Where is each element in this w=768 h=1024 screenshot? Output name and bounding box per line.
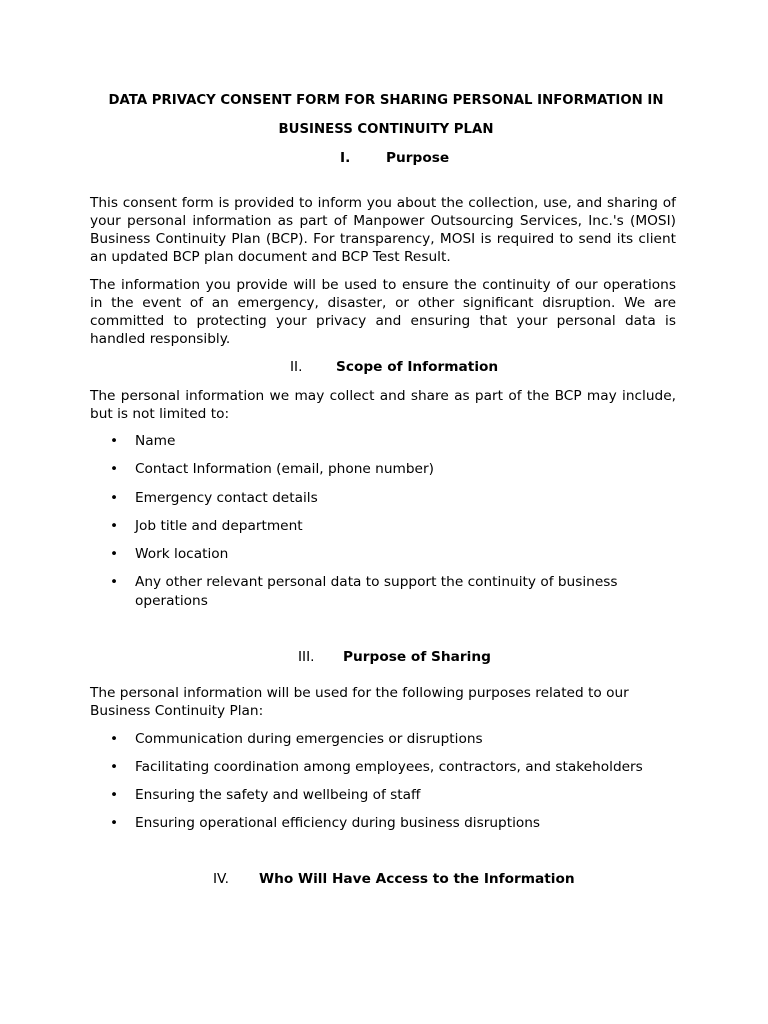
document-title-line-1: DATA PRIVACY CONSENT FORM FOR SHARING PERSONAL INFORMATION IN [108,93,664,108]
section-title: Purpose of Sharing [343,649,491,665]
list-item-text: Contact Information (email, phone number) [135,461,434,477]
list-item-text: Ensuring operational efficiency during business disruptions [135,815,541,831]
list-item-text: Facilitating coordination among employees, contractors, and stakeholders [135,759,643,775]
bullet-icon: • [110,787,119,803]
purpose-paragraph-1: This consent form is provided to inform you about the collection, use, and sharing of your personal information as part of Manpower Outsourcing Services, Inc.'s (MOSI) Business Continuity Plan (BCP). For transparency, MOSI is required to send its client an updated BCP plan document and BCP Test Result. [90,195,676,265]
bullet-icon: • [110,461,119,477]
section-title: Scope of Information [336,359,499,375]
bullet-icon: • [110,815,119,831]
document-title-line-2: BUSINESS CONTINUITY PLAN [278,122,494,137]
section-heading-purpose [0,149,768,167]
section-heading-scope [0,358,768,376]
scope-paragraph: The personal information we may collect and share as part of the BCP may include, but is not limited to: [90,388,676,422]
list-item-text: Communication during emergencies or disruptions [135,731,483,747]
bullet-icon: • [110,433,119,449]
list-item-text: Any other relevant personal data to support the continuity of business operations [135,574,618,609]
section-number: III. [298,649,315,665]
section-number: IV. [213,871,229,887]
section-title: Purpose [386,150,450,166]
section-heading-access [0,870,768,888]
section-number: I. [340,150,351,166]
bullet-icon: • [110,490,119,506]
bullet-icon: • [110,731,119,747]
purpose-paragraph-2: The information you provide will be used to ensure the continuity of our operations in the event of an emergency, disaster, or other significant disruption. We are committed to protecting your privacy and ensuring that your personal data is handled responsibly. [90,277,676,347]
list-item-text: Ensuring the safety and wellbeing of staff [135,787,421,803]
sharing-paragraph: The personal information will be used for the following purposes related to our Business Continuity Plan: [90,685,629,719]
list-item-text: Name [135,433,176,449]
bullet-icon: • [110,574,119,590]
section-number: II. [290,359,303,375]
list-item-text: Job title and department [135,518,303,534]
section-title: Who Will Have Access to the Information [259,871,575,887]
bullet-icon: • [110,546,119,562]
bullet-icon: • [110,518,119,534]
list-item-text: Work location [135,546,229,562]
bullet-icon: • [110,759,119,775]
section-heading-purpose-of-sharing [0,648,768,666]
list-item-text: Emergency contact details [135,490,318,506]
